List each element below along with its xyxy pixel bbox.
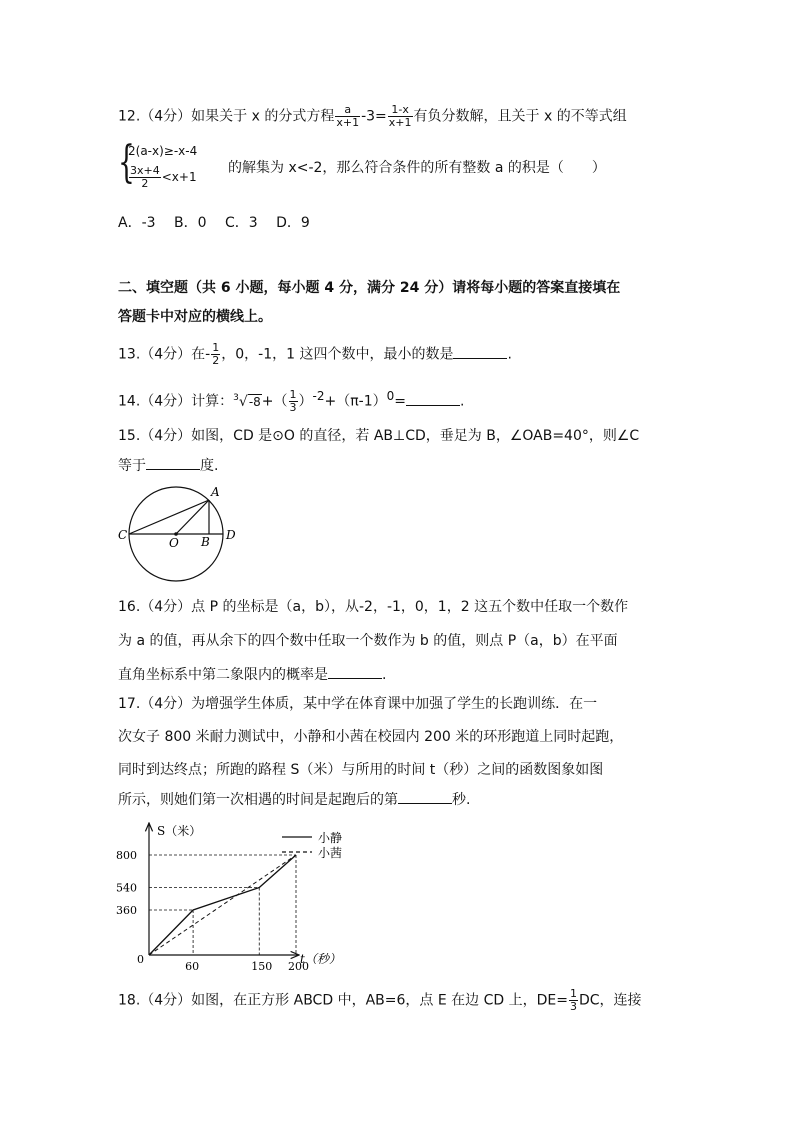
q16-line3: 直角坐标系中第二象限内的概率是 . bbox=[118, 664, 386, 685]
cube-root: $^3$√-8 bbox=[233, 392, 261, 410]
q18-fraction: $\frac{1}{3}$ bbox=[569, 987, 577, 1013]
q16-line1: 16.（4分）点 P 的坐标是（a，b），从-2，-1，0，1，2 这五个数中任取一个数作 bbox=[118, 599, 629, 615]
q12-options: A．-3 B．0 C．3 D．9 bbox=[118, 215, 310, 231]
q15-line2: 等于 度. bbox=[118, 455, 218, 476]
q15-line1: 15.（4分）如图，CD 是⊙O 的直径，若 AB⊥CD，垂足为 B，∠OAB=40°，则∠C bbox=[118, 428, 640, 444]
y-tick-label: 540 bbox=[116, 881, 137, 895]
y-axis-label: S（米） bbox=[157, 824, 202, 838]
label-a: A bbox=[211, 485, 220, 499]
q12-inequality-1: 2(a-x)≥-x-4 bbox=[128, 144, 198, 158]
distance-time-chart bbox=[112, 815, 372, 975]
answer-blank bbox=[406, 391, 460, 406]
section2-heading-line1: 二、填空题（共 6 小题，每小题 4 分，满分 24 分）请将每小题的答案直接填在 bbox=[118, 280, 621, 296]
answer-blank bbox=[398, 789, 452, 804]
q12-fraction-2: $\frac{1-x}{x+1}$ bbox=[388, 103, 412, 129]
label-d: D bbox=[226, 528, 236, 542]
x-tick-label: 200 bbox=[288, 960, 309, 973]
series-line-2 bbox=[149, 855, 296, 955]
circle-figure bbox=[112, 480, 252, 586]
system-brace: { bbox=[118, 137, 135, 188]
answer-blank bbox=[453, 344, 507, 359]
answer-blank bbox=[328, 664, 382, 679]
q17-line3: 同时到达终点；所跑的路程 S（米）与所用的时间 t（秒）之间的函数图象如图 bbox=[118, 762, 604, 778]
q17-line4: 所示，则她们第一次相遇的时间是起跑后的第 秒. bbox=[118, 789, 470, 810]
q12-line2: 的解集为 x<-2，那么符合条件的所有整数 a 的积是（ ） bbox=[228, 160, 606, 176]
segment-oa bbox=[176, 500, 209, 534]
q18: 18.（4分）如图，在正方形 ABCD 中，AB=6，点 E 在边 CD 上，DE= $\frac{1}{3}$ DC，连接 bbox=[118, 987, 642, 1013]
q12-line1 bbox=[118, 104, 627, 129]
answer-blank bbox=[146, 455, 200, 470]
q12-text-c: 有负分数解，且关于 x 的不等式组 bbox=[413, 108, 627, 125]
q13: 13.（4分）在- $\frac{1}{2}$ ，0，-1，1 这四个数中，最小的数是 . bbox=[118, 341, 512, 367]
x-tick-label: 60 bbox=[185, 960, 200, 973]
q16-line2: 为 a 的值，再从余下的四个数中任取一个数作为 b 的值，则点 P（a，b）在平面 bbox=[118, 633, 618, 649]
label-c: C bbox=[118, 528, 128, 542]
label-o: O bbox=[169, 536, 179, 550]
x-tick-label: 150 bbox=[251, 960, 273, 973]
y-tick-label: 360 bbox=[116, 904, 137, 917]
series-line-1 bbox=[149, 855, 296, 955]
q17-line1: 17.（4分）为增强学生体质，某中学在体育课中加强了学生的长跑训练．在一 bbox=[118, 696, 598, 712]
q12-inequality-2: $\frac{3x+4}{2}$ <x+1 bbox=[130, 164, 197, 190]
q12-text-a: 12.（4分）如果关于 x 的分式方程 bbox=[118, 108, 335, 125]
origin-label: 0 bbox=[137, 953, 144, 966]
section2-heading-line2: 答题卡中对应的横线上。 bbox=[118, 309, 272, 325]
q12-text-b: -3= bbox=[361, 108, 387, 125]
segment-ca bbox=[129, 500, 209, 534]
q12-fraction-1: $\frac{a}{x+1}$ bbox=[336, 103, 360, 129]
q14: 14.（4分）计算：$^3$√-8+（ $\frac{1}{3}$ ）$^{-2}+(\pi-1)^0=$ . bbox=[118, 388, 465, 415]
q14-fraction: $\frac{1}{3}$ bbox=[289, 388, 297, 415]
legend-label-2: 小茜 bbox=[318, 846, 343, 860]
label-b: B bbox=[201, 535, 210, 549]
q13-fraction: $\frac{1}{2}$ bbox=[212, 341, 220, 367]
y-tick-label: 800 bbox=[116, 849, 137, 862]
x-axis-label: t（秒） bbox=[300, 952, 341, 966]
legend-label-1: 小静 bbox=[318, 831, 343, 845]
q17-line2: 次女子 800 米耐力测试中，小静和小茜在校园内 200 米的环形跑道上同时起跑， bbox=[118, 729, 624, 745]
